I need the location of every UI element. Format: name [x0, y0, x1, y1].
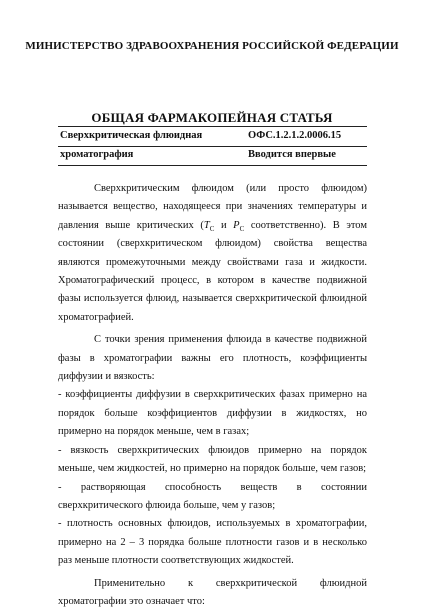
article-status: Вводится впервые — [248, 149, 336, 160]
paragraph-properties: С точки зрения применения флюида в качестве подвижной фазы в хроматографии важны его плотность, коэффициенты диффузии и вязкость: — [58, 334, 367, 383]
article-title-line-2: хроматография — [60, 149, 134, 160]
subscript-c: C — [209, 224, 215, 233]
paragraph-text: соответственно). В этом состоянии (сверхкритическом флюидом) свойства вещества являются промежуточными между свойствами газа и жидкости. Хроматографический процесс, в котором в качестве подвижной фазы используется флюид, называется сверхкритической флюидной хроматографией. — [58, 219, 367, 323]
article-title-line-1: Сверхкритическая флюидная — [60, 130, 203, 141]
document-type-heading: ОБЩАЯ ФАРМАКОПЕЙНАЯ СТАТЬЯ — [91, 110, 333, 125]
article-body — [58, 180, 367, 611]
paragraph-text: Сверхкритическим флюидом (или просто флюидом) называется вещество, находящееся при значениях температуры и давления выше критических ( — [58, 183, 367, 231]
article-title — [60, 126, 230, 164]
bullet-solubility: - растворяющая способность веществ в состоянии сверхкритического флюида больше, чем у газов; — [58, 481, 367, 511]
ministry-heading: МИНИСТЕРСТВО ЗДРАВООХРАНЕНИЯ РОССИЙСКОЙ ФЕДЕРАЦИИ — [25, 40, 399, 52]
symbol-t: T — [203, 219, 210, 231]
paragraph-text: и — [214, 219, 234, 231]
symbol-p: P — [233, 219, 240, 231]
bullet-density: - плотность основных флюидов, используемых в хроматографии, примерно на 2 – 3 порядка больше плотности газов и в несколько раз меньше плотности соответствующих жидкостей. — [58, 518, 367, 567]
subscript-c: C — [239, 224, 245, 233]
middle-rule — [58, 146, 367, 147]
article-code: ОФС.1.2.1.2.0006.15 — [248, 130, 342, 141]
bottom-rule — [58, 165, 367, 166]
bullet-viscosity: - вязкость сверхкритических флюидов примерно на порядок меньше, чем жидкостей, но примерно на порядок больше, чем газов; — [58, 444, 367, 475]
paragraph-definition — [58, 180, 367, 327]
bullet-diffusion: - коэффициенты диффузии в сверхкритических фазах примерно на порядок больше коэффициентов диффузии в жидкостях, но примерно на порядок меньше, чем в газах; — [58, 389, 367, 438]
article-meta — [248, 126, 378, 164]
paragraph-implications: Применительно к сверхкритической флюидной хроматографии это означает что: — [58, 577, 367, 607]
